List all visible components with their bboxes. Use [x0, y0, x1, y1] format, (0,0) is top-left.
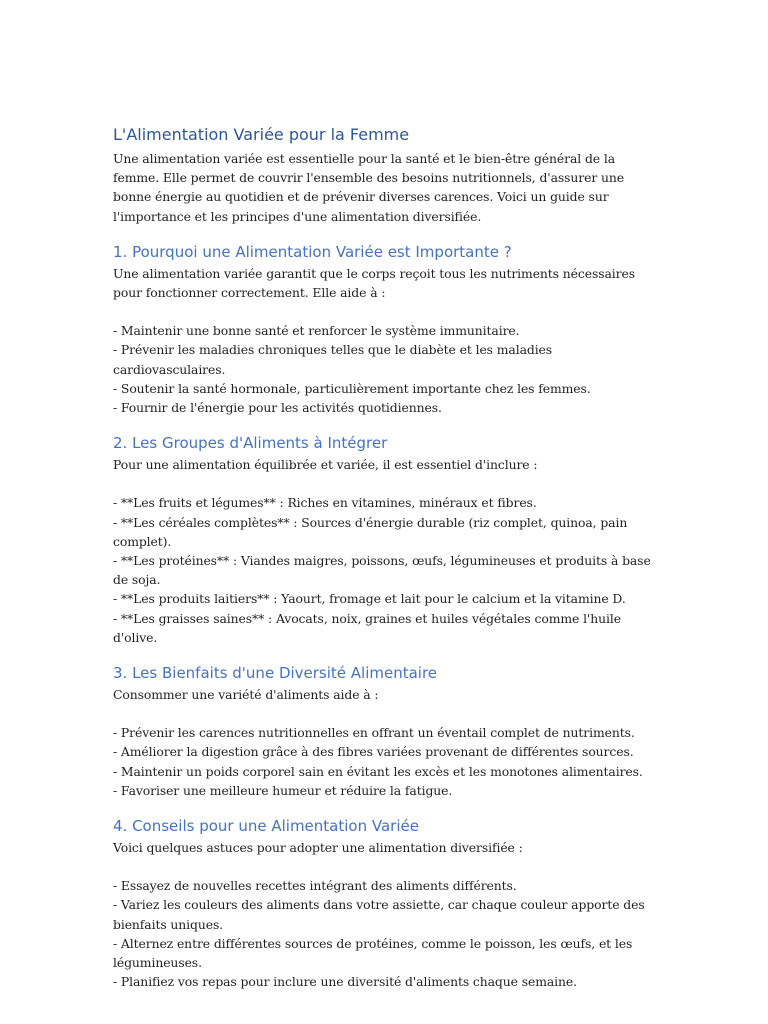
bullet-list [113, 321, 658, 417]
list-item: - **Les céréales complètes** : Sources d'énergie durable (riz complet, quinoa, pain complet). [113, 514, 628, 549]
section-lead: Consommer une variété d'aliments aide à : [113, 687, 379, 703]
list-item: - Essayez de nouvelles recettes intégrant des aliments différents. [113, 878, 517, 894]
bullet-list [113, 876, 658, 991]
section-food-groups [113, 433, 658, 647]
section-heading: 4. Conseils pour une Alimentation Variée [113, 817, 419, 836]
list-item: - Maintenir une bonne santé et renforcer le système immunitaire. [113, 323, 520, 339]
list-item: - Favoriser une meilleure humeur et réduire la fatigue. [113, 782, 453, 798]
bullet-list [113, 493, 658, 647]
section-heading: 3. Les Bienfaits d'une Diversité Alimentaire [113, 664, 438, 683]
bullet-list [113, 723, 658, 800]
section-lead: Une alimentation variée garantit que le corps reçoit tous les nutriments nécessaires pour fonctionner correctement. Elle aide à : [113, 265, 635, 301]
document-page [113, 125, 658, 992]
list-item: - **Les protéines** : Viandes maigres, poissons, œufs, légumineuses et produits à base de soja. [113, 553, 651, 588]
section-lead: Pour une alimentation équilibrée et variée, il est essentiel d'inclure : [113, 457, 538, 473]
list-item: - **Les graisses saines** : Avocats, noix, graines et huiles végétales comme l'huile d'olive. [113, 610, 621, 645]
list-item: - Prévenir les carences nutritionnelles en offrant un éventail complet de nutriments. [113, 725, 635, 741]
section-heading: 2. Les Groupes d'Aliments à Intégrer [113, 434, 388, 453]
section-benefits [113, 663, 658, 800]
intro-paragraph: Une alimentation variée est essentielle pour la santé et le bien-être général de la femme. Elle permet de couvrir l'ensemble des besoins nutritionnels, d'assurer une bonne énergie au quotidien et de prévenir diverses carences. Voici un guide sur l'importance et les principes d'une alimentation diversifiée. [113, 151, 625, 224]
document-title: L'Alimentation Variée pour la Femme [113, 125, 410, 144]
list-item: - Prévenir les maladies chroniques telles que le diabète et les maladies cardiovasculaires. [113, 342, 553, 377]
list-item: - Planifiez vos repas pour inclure une diversité d'aliments chaque semaine. [113, 974, 577, 990]
list-item: - Soutenir la santé hormonale, particulièrement importante chez les femmes. [113, 380, 591, 396]
list-item: - **Les fruits et légumes** : Riches en vitamines, minéraux et fibres. [113, 495, 537, 511]
list-item: - Fournir de l'énergie pour les activités quotidiennes. [113, 400, 442, 416]
list-item: - **Les produits laitiers** : Yaourt, fromage et lait pour le calcium et la vitamine D. [113, 591, 626, 607]
list-item: - Améliorer la digestion grâce à des fibres variées provenant de différentes sources. [113, 744, 634, 760]
section-tips [113, 816, 658, 991]
section-lead: Voici quelques astuces pour adopter une alimentation diversifiée : [113, 840, 523, 856]
section-heading: 1. Pourquoi une Alimentation Variée est Importante ? [113, 242, 512, 261]
list-item: - Maintenir un poids corporel sain en évitant les excès et les monotones alimentaires. [113, 763, 643, 779]
list-item: - Variez les couleurs des aliments dans votre assiette, car chaque couleur apporte des bienfaits uniques. [113, 897, 645, 932]
section-importance [113, 242, 658, 417]
list-item: - Alternez entre différentes sources de protéines, comme le poisson, les œufs, et les légumineuses. [113, 935, 633, 971]
